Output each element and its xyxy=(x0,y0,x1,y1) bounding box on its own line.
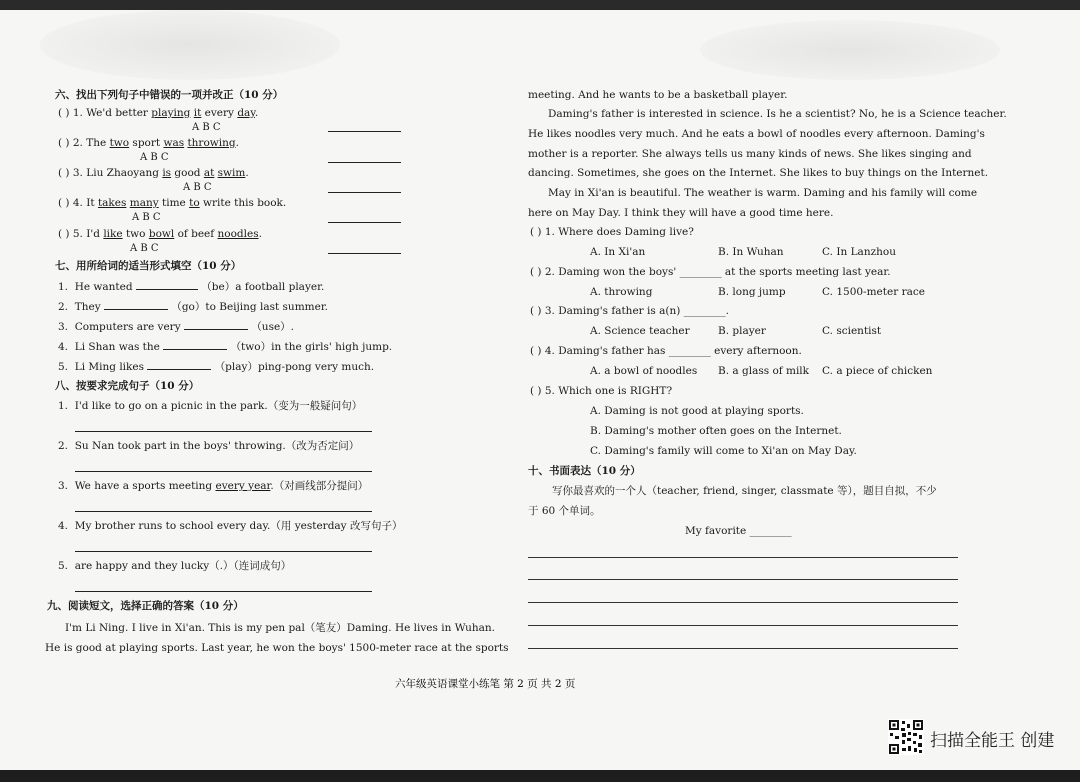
s7-item-5: 5. Li Ming likes （play）ping-pong very much. xyxy=(58,361,375,373)
passage-cont-5: dancing. Sometimes, she goes on the Internet. She likes to buy things on the Internet. xyxy=(528,167,989,179)
s6-item-4-letters: A B C xyxy=(132,212,161,223)
reading-q1-option-b[interactable]: B. In Wuhan xyxy=(718,246,784,258)
passage-cont-2: Daming's father is interested in science. Is he a scientist? No, he is a Science teacher. xyxy=(548,108,1007,120)
reading-q1: ( ) 1. Where does Daming live? xyxy=(530,226,694,238)
s7-item-1: 1. He wanted （be）a football player. xyxy=(58,281,325,293)
reading-q2-option-a[interactable]: A. throwing xyxy=(590,286,653,298)
reading-q5-option-a[interactable]: A. Daming is not good at playing sports. xyxy=(590,405,804,417)
writing-line[interactable] xyxy=(528,625,958,626)
qr-code-icon xyxy=(888,719,924,755)
section-8-title: 八、按要求完成句子（10 分） xyxy=(55,380,200,392)
passage-cont-3: He likes noodles very much. And he eats a bowl of noodles every afternoon. Daming's xyxy=(528,128,985,140)
reading-q3-option-b[interactable]: B. player xyxy=(718,325,766,337)
s6-item-5-letters: A B C xyxy=(130,243,159,254)
page-footer: 六年级英语课堂小练笔 第 2 页 共 2 页 xyxy=(395,678,576,690)
s8-item-3: 3. We have a sports meeting every year.（对画线部分提问） xyxy=(58,480,369,492)
writing-instruction-2: 于 60 个单词。 xyxy=(528,505,601,517)
s6-item-1-letters: A B C xyxy=(192,122,221,133)
passage-cont-6: May in Xi'an is beautiful. The weather is warm. Daming and his family will come xyxy=(548,187,978,199)
s6-item-3: ( ) 3. Liu Zhaoyang is good at swim. xyxy=(58,167,249,179)
section-6-title: 六、找出下列句子中错误的一项并改正（10 分） xyxy=(55,89,284,101)
s6-item-3-letters: A B C xyxy=(183,182,212,193)
reading-q4-option-c[interactable]: C. a piece of chicken xyxy=(822,365,933,377)
section-7-title: 七、用所给词的适当形式填空（10 分） xyxy=(55,260,242,272)
reading-q2-option-b[interactable]: B. long jump xyxy=(718,286,786,298)
reading-q5: ( ) 5. Which one is RIGHT? xyxy=(530,385,673,397)
reading-q1-option-c[interactable]: C. In Lanzhou xyxy=(822,246,896,258)
passage-line-1: I'm Li Ning. I live in Xi'an. This is my pen pal（笔友）Daming. He lives in Wuhan. xyxy=(65,622,495,634)
writing-line[interactable] xyxy=(528,648,958,649)
s8-item-2: 2. Su Nan took part in the boys' throwing.（改为否定问） xyxy=(58,440,360,452)
reading-q5-option-c[interactable]: C. Daming's family will come to Xi'an on May Day. xyxy=(590,445,857,457)
scan-bottom-edge xyxy=(0,770,1080,782)
s6-item-2: ( ) 2. The two sport was throwing. xyxy=(58,137,239,149)
reading-q3-option-c[interactable]: C. scientist xyxy=(822,325,882,337)
reading-q4-option-b[interactable]: B. a glass of milk xyxy=(718,365,810,377)
passage-cont-1: meeting. And he wants to be a basketball player. xyxy=(528,89,788,101)
writing-instruction-1: 写你最喜欢的一个人（teacher, friend, singer, classmate 等），题目自拟，不少 xyxy=(552,485,937,497)
scanner-watermark: 扫描全能王 创建 xyxy=(930,731,1055,751)
s8-item-4: 4. My brother runs to school every day.（用 yesterday 改写句子） xyxy=(58,520,403,532)
s8-item-5: 5. are happy and they lucky（.）（连词成句） xyxy=(58,560,292,572)
reading-q1-option-a[interactable]: A. In Xi'an xyxy=(590,246,646,258)
s7-item-3: 3. Computers are very （use）. xyxy=(58,321,295,333)
reading-q2-option-c[interactable]: C. 1500-meter race xyxy=(822,286,925,298)
passage-cont-4: mother is a reporter. She always tells us many kinds of news. She likes singing and xyxy=(528,148,972,160)
reading-q4-option-a[interactable]: A. a bowl of noodles xyxy=(590,365,698,377)
writing-heading: My favorite ________ xyxy=(685,525,792,537)
reading-q2: ( ) 2. Daming won the boys' ________ at the sports meeting last year. xyxy=(530,266,891,278)
s6-item-5: ( ) 5. I'd like two bowl of beef noodles. xyxy=(58,228,262,240)
section-10-title: 十、书面表达（10 分） xyxy=(528,465,641,477)
s6-item-4: ( ) 4. It takes many time to write this book. xyxy=(58,197,287,209)
reading-q3: ( ) 3. Daming's father is a(n) ________. xyxy=(530,305,729,317)
reading-q5-option-b[interactable]: B. Daming's mother often goes on the Internet. xyxy=(590,425,842,437)
s6-item-1: ( ) 1. We'd better playing it every day. xyxy=(58,107,259,119)
writing-line[interactable] xyxy=(528,557,958,558)
reading-q3-option-a[interactable]: A. Science teacher xyxy=(590,325,690,337)
writing-line[interactable] xyxy=(528,602,958,603)
writing-line[interactable] xyxy=(528,579,958,580)
s6-item-2-letters: A B C xyxy=(140,152,169,163)
passage-cont-7: here on May Day. I think they will have a good time here. xyxy=(528,207,834,219)
passage-line-2: He is good at playing sports. Last year, he won the boys' 1500-meter race at the sports xyxy=(45,642,509,654)
s8-item-1: 1. I'd like to go on a picnic in the park.（变为一般疑问句） xyxy=(58,400,363,412)
reading-q4: ( ) 4. Daming's father has ________ every afternoon. xyxy=(530,345,802,357)
s7-item-2: 2. They （go）to Beijing last summer. xyxy=(58,301,329,313)
s7-item-4: 4. Li Shan was the （two）in the girls' high jump. xyxy=(58,341,393,353)
section-9-title: 九、阅读短文，选择正确的答案（10 分） xyxy=(47,600,244,612)
